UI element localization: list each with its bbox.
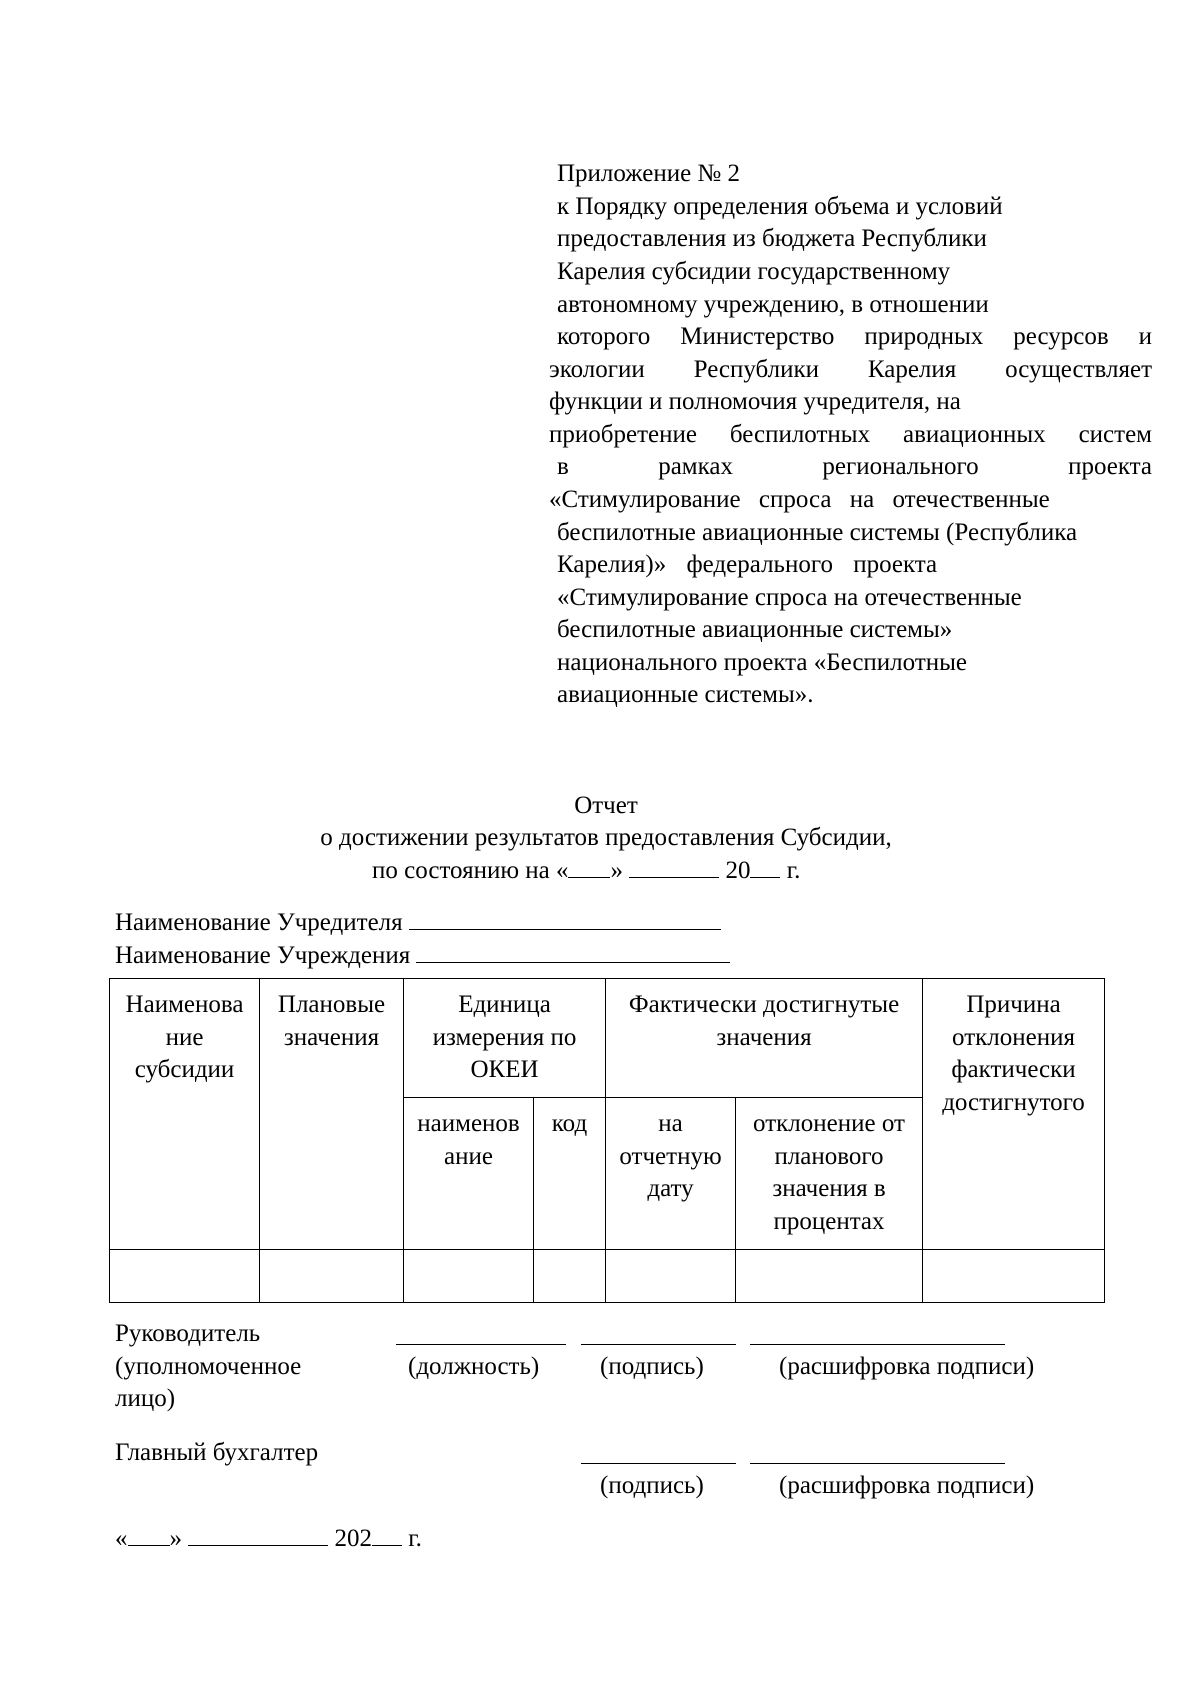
position-caption: (должность)	[408, 1353, 540, 1380]
table-cell[interactable]	[606, 1250, 736, 1303]
table-cell[interactable]	[534, 1250, 606, 1303]
header-unit: Единица измерения по ОКЕИ	[404, 979, 606, 1098]
accountant-label: Главный бухгалтер	[115, 1439, 319, 1466]
appendix-line: национального проекта «Беспилотные	[557, 649, 968, 676]
appendix-line: экологии Республики Карелия осуществляет	[549, 356, 1152, 383]
accountant-decoding-caption: (расшифровка подписи)	[779, 1472, 1035, 1499]
table-cell[interactable]	[110, 1250, 260, 1303]
appendix-line: в рамках регионального проекта	[557, 453, 1152, 480]
appendix-line: Карелия)» федерального проекта	[557, 551, 938, 578]
institution-blank	[416, 940, 730, 963]
header-unit-code: код	[534, 1098, 606, 1250]
header-subsidy-name: Наименова ние субсидии	[110, 979, 260, 1250]
header-reason: Причина отклонения фактически достигнутого	[923, 979, 1105, 1250]
appendix-line: «Стимулирование спроса на отечественные	[557, 584, 1022, 611]
day-blank	[568, 855, 610, 878]
decoding-line	[750, 1344, 1005, 1345]
report-subtitle: о достижении результатов предоставления Субсидии,	[320, 824, 892, 851]
appendix-line: автономному учреждению, в отношении	[557, 291, 989, 318]
appendix-block	[0, 0, 1200, 720]
table-cell[interactable]	[923, 1250, 1105, 1303]
header-actual-date: на отчетную дату	[606, 1098, 736, 1250]
signing-date: « » 202 г.	[115, 1525, 422, 1552]
table-cell[interactable]	[404, 1250, 534, 1303]
date-year-blank	[372, 1523, 402, 1546]
founder-field: Наименование Учредителя	[115, 907, 721, 940]
signature-caption: (подпись)	[600, 1353, 704, 1380]
report-title: Отчет	[574, 792, 638, 819]
date-day-blank	[128, 1523, 170, 1546]
table-cell[interactable]	[260, 1250, 404, 1303]
founder-blank	[409, 907, 721, 930]
header-deviation: отклонение от планового значения в процентах	[736, 1098, 923, 1250]
appendix-line: беспилотные авиационные системы»	[557, 616, 953, 643]
accountant-signature-line	[581, 1463, 736, 1464]
table-cell[interactable]	[736, 1250, 923, 1303]
appendix-line: беспилотные авиационные системы (Республика	[557, 519, 1078, 546]
signature-line	[581, 1344, 736, 1345]
appendix-line: к Порядку определения объема и условий	[557, 193, 1003, 220]
appendix-line: которого Министерство природных ресурсов и	[557, 323, 1152, 350]
institution-field: Наименование Учреждения	[115, 940, 730, 973]
header-actual: Фактически достигнутые значения	[606, 979, 923, 1098]
appendix-line: приобретение беспилотных авиационных систем	[549, 421, 1152, 448]
head-label: Руководитель	[115, 1320, 261, 1347]
appendix-line: «Стимулирование спроса на отечественные	[549, 486, 1050, 513]
accountant-signature-caption: (подпись)	[600, 1472, 704, 1499]
month-blank	[629, 855, 719, 878]
appendix-line: авиационные системы».	[557, 681, 814, 708]
appendix-title: Приложение № 2	[557, 160, 741, 187]
accountant-decoding-line	[750, 1463, 1005, 1464]
position-line	[396, 1344, 566, 1345]
header-unit-name: наименов ание	[404, 1098, 534, 1250]
head-label-2: (уполномоченное	[115, 1353, 302, 1380]
year-blank	[750, 855, 780, 878]
report-date-line: по состоянию на « » 20 г.	[372, 857, 801, 884]
decoding-caption: (расшифровка подписи)	[779, 1353, 1035, 1380]
table-row	[110, 1250, 1105, 1303]
appendix-line: предоставления из бюджета Республики	[557, 225, 987, 252]
report-table	[109, 978, 1105, 1303]
header-planned: Плановые значения	[260, 979, 404, 1250]
appendix-line: Карелия субсидии государственному	[557, 258, 951, 285]
date-month-blank	[188, 1523, 328, 1546]
head-label-3: лицо)	[115, 1385, 176, 1412]
appendix-line: функции и полномочия учредителя, на	[549, 388, 961, 415]
